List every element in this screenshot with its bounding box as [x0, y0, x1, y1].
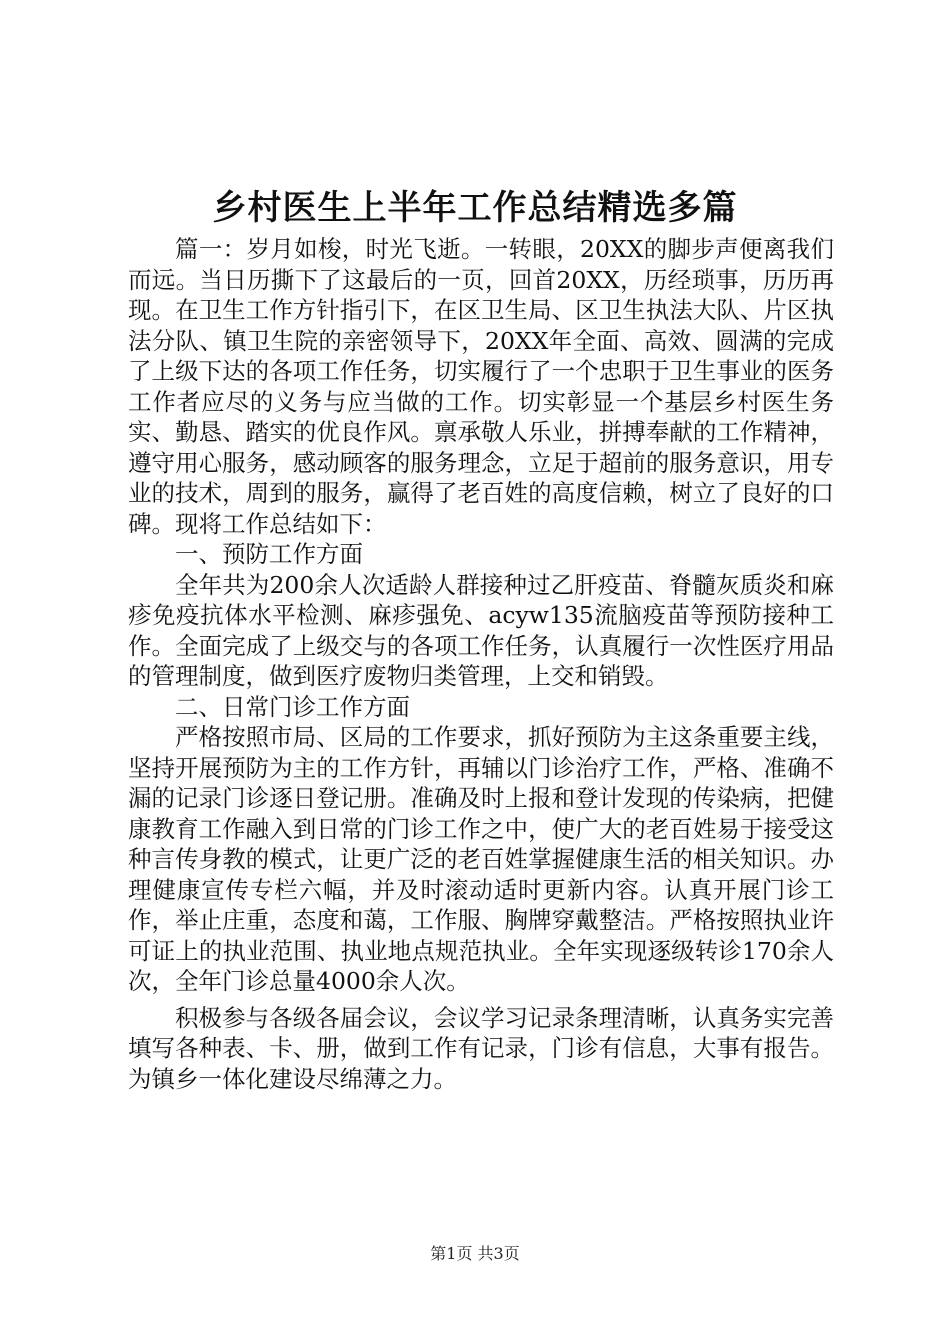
- section-heading-outpatient: 二、日常门诊工作方面: [175, 692, 410, 721]
- paragraph-meetings: 积极参与各级各届会议，会议学习记录条理清晰，认真务实完善填写各种表、卡、册，做到工作有记录，门诊有信息，大事有报告。为镇乡一体化建设尽绵薄之力。: [128, 1003, 834, 1093]
- document-title: 乡村医生上半年工作总结精选多篇: [212, 188, 738, 228]
- document-body: [128, 234, 834, 1094]
- paragraph-intro: 篇一：岁月如梭，时光飞逝。一转眼，20XX的脚步声便离我们而远。当日历撕下了这最后的一页，回首20XX，历经琐事，历历再现。在卫生工作方针指引下，在区卫生局、区卫生执法大队、片区执法分队、镇卫生院的亲密领导下，20XX年全面、高效、圆满的完成了上级下达的各项工作任务，切实履行了一个忠职于卫生事业的医务工作者应尽的义务与应当做的工作。切实彰显一个基层乡村医生务实、勤恳、踏实的优良作风。禀承敬人乐业，拼搏奉献的工作精神，遵守用心服务，感动顾客的服务理念，立足于超前的服务意识，用专业的技术，周到的服务，赢得了老百姓的高度信赖，树立了良好的口碑。现将工作总结如下：: [128, 235, 834, 538]
- paragraph-prevention: 全年共为200余人次适龄人群接种过乙肝疫苗、脊髓灰质炎和麻疹免疫抗体水平检测、麻疹强免、acyw135流脑疫苗等预防接种工作。全面完成了上级交与的各项工作任务，认真履行一次性医疗用品的管理制度，做到医疗废物归类管理，上交和销毁。: [128, 570, 834, 690]
- page-number-footer: 第1页 共3页: [430, 1244, 520, 1263]
- section-heading-prevention: 一、预防工作方面: [175, 540, 363, 568]
- paragraph-outpatient: 严格按照市局、区局的工作要求，抓好预防为主这条重要主线，坚持开展预防为主的工作方针，再辅以门诊治疗工作，严格、准确不漏的记录门诊逐日登记册。准确及时上报和登计发现的传染病，把健康教育工作融入到日常的门诊工作之中，使广大的老百姓易于接受这种言传身教的模式，让更广泛的老百姓掌握健康生活的相关知识。办理健康宣传专栏六幅，并及时滚动适时更新内容。认真开展门诊工作，举止庄重，态度和蔼，工作服、胸牌穿戴整洁。严格按照执业许可证上的执业范围、执业地点规范执业。全年实现逐级转诊170余人次，全年门诊总量4000余人次。: [128, 723, 834, 995]
